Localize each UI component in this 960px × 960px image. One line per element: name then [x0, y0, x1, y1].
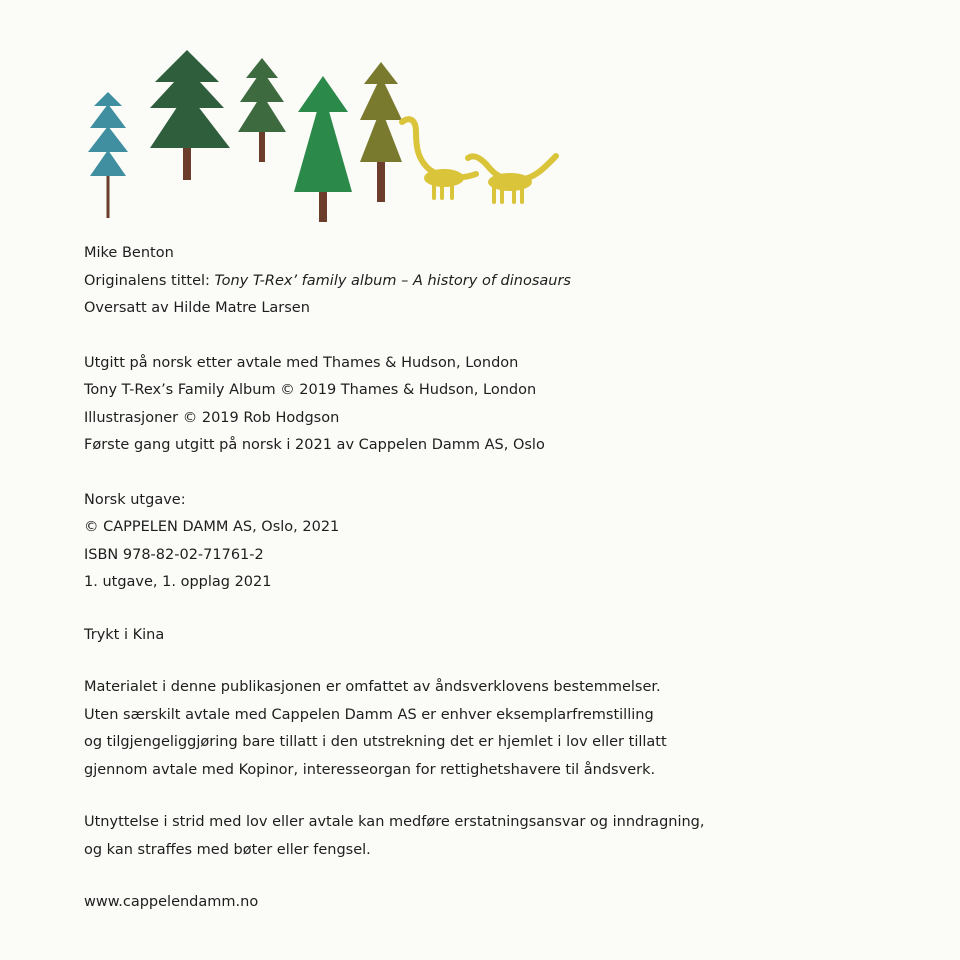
original-title-label: Originalens tittel: — [84, 272, 215, 289]
author-line: Mike Benton — [84, 245, 174, 261]
printed-line: Trykt i Kina — [84, 626, 165, 643]
green-tree-icon — [294, 76, 352, 222]
legal-line: Materialet i denne publikasjonen er omfattet av åndsverklovens bestemmelser. — [84, 679, 661, 695]
legal-line: gjennom avtale med Kopinor, interesseorgan for rettighetshavere til åndsverk. — [84, 761, 656, 778]
isbn-line: ISBN 978-82-02-71761-2 — [84, 546, 264, 563]
original-title: Tony T-Rex’ family album – A history of dinosaurs — [214, 272, 571, 289]
dark-green-tree-icon — [150, 50, 230, 180]
penalty-line: Utnyttelse i strid med lov eller avtale kan medføre erstatningsansvar og inndragning, — [84, 814, 705, 830]
trees-and-dinosaurs-illustration — [80, 40, 580, 230]
original-title-line — [84, 268, 804, 296]
edition-copyright: © CAPPELEN DAMM AS, Oslo, 2021 — [84, 519, 340, 535]
dinosaur-icon — [468, 156, 556, 202]
olive-tree-icon — [360, 62, 402, 202]
rights-line: Tony T-Rex’s Family Album © 2019 Thames & Hudson, London — [84, 382, 537, 398]
small-green-tree-icon — [238, 58, 286, 162]
edition-label: Norsk utgave: — [84, 491, 186, 508]
printing-line: 1. utgave, 1. opplag 2021 — [84, 574, 272, 590]
colophon-text — [84, 240, 804, 917]
penalty-line: og kan straffes med bøter eller fengsel. — [84, 841, 371, 858]
website-link[interactable]: www.cappelendamm.no — [84, 894, 259, 910]
translator-line: Oversatt av Hilde Matre Larsen — [84, 300, 310, 316]
legal-line: Uten særskilt avtale med Cappelen Damm AS er enhver eksemplarfremstilling — [84, 706, 654, 723]
blue-tree-icon — [88, 92, 128, 218]
dinosaur-icon — [402, 119, 476, 198]
legal-line: og tilgjengeliggjøring bare tillatt i den utstrekning det er hjemlet i lov eller tillatt — [84, 734, 667, 750]
rights-line: Første gang utgitt på norsk i 2021 av Cappelen Damm AS, Oslo — [84, 437, 545, 453]
rights-line: Utgitt på norsk etter avtale med Thames & Hudson, London — [84, 354, 519, 371]
rights-line: Illustrasjoner © 2019 Rob Hodgson — [84, 409, 340, 426]
